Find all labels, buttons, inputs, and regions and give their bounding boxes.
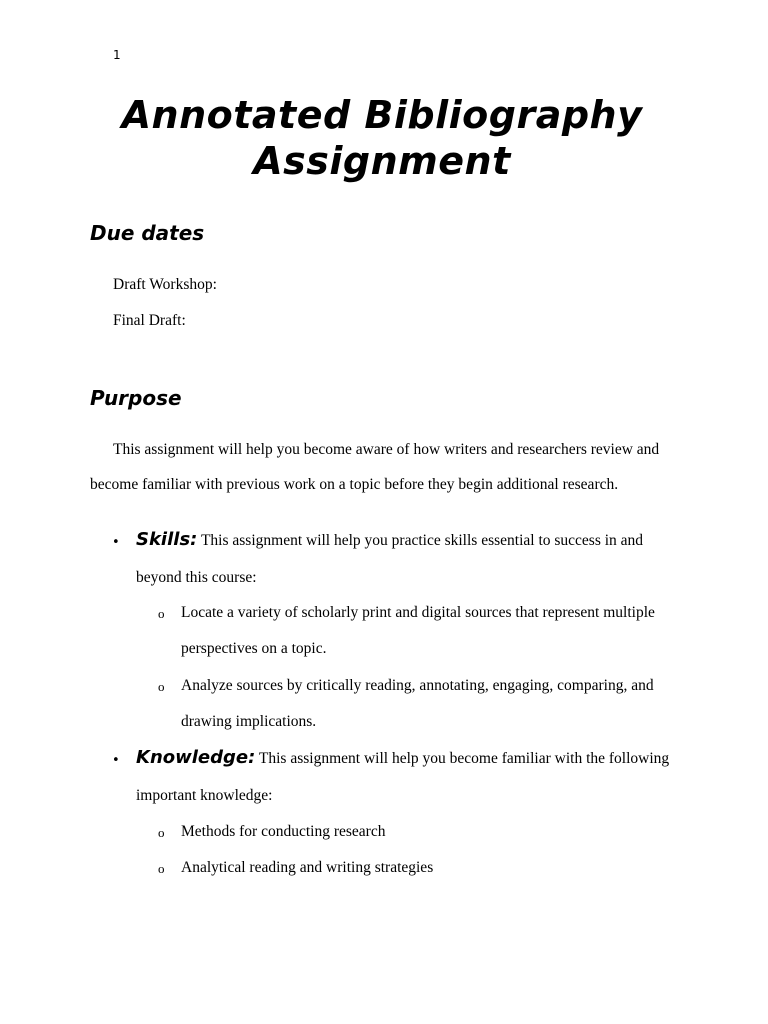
skills-item-1-line-1: Locate a variety of scholarly print and digital sources that represent multiple xyxy=(181,604,655,621)
purpose-paragraph-line-1: This assignment will help you become aware of how writers and researchers review and xyxy=(113,441,660,458)
knowledge-label: Knowledge: xyxy=(136,747,256,768)
skills-item-2-line-1: Analyze sources by critically reading, annotating, engaging, comparing, and xyxy=(181,677,654,694)
document-title xyxy=(90,92,674,184)
sub-bullet-icon: o xyxy=(158,679,165,694)
skills-item-1-line-2: perspectives on a topic. xyxy=(181,640,327,657)
skills-text: This assignment will help you practice skills essential to success in and xyxy=(197,532,644,549)
purpose-heading: Purpose xyxy=(90,386,182,410)
bullet-icon: • xyxy=(112,753,120,768)
document-title-line-2: Assignment xyxy=(253,139,511,183)
knowledge-bullet-line-1 xyxy=(136,748,669,769)
document-title-line-1: Annotated Bibliography xyxy=(121,93,643,137)
skills-bullet-line-2: beyond this course: xyxy=(136,569,257,586)
knowledge-bullet-line-2: important knowledge: xyxy=(136,787,273,804)
bullet-icon: • xyxy=(112,535,120,550)
skills-label: Skills: xyxy=(136,529,198,550)
sub-bullet-icon: o xyxy=(158,606,165,621)
knowledge-item-1: Methods for conducting research xyxy=(181,823,386,840)
skills-item-2-line-2: drawing implications. xyxy=(181,713,317,730)
knowledge-text: This assignment will help you become familiar with the following xyxy=(255,750,670,767)
knowledge-item-2: Analytical reading and writing strategies xyxy=(181,859,434,876)
due-dates-heading: Due dates xyxy=(90,221,205,245)
draft-workshop-label: Draft Workshop: xyxy=(113,276,217,293)
sub-bullet-icon: o xyxy=(158,825,165,840)
page-number: 1 xyxy=(113,48,121,62)
final-draft-label: Final Draft: xyxy=(113,312,186,329)
sub-bullet-icon: o xyxy=(158,861,165,876)
purpose-paragraph-line-2: become familiar with previous work on a topic before they begin additional research. xyxy=(90,476,619,493)
skills-bullet-line-1 xyxy=(136,530,643,551)
